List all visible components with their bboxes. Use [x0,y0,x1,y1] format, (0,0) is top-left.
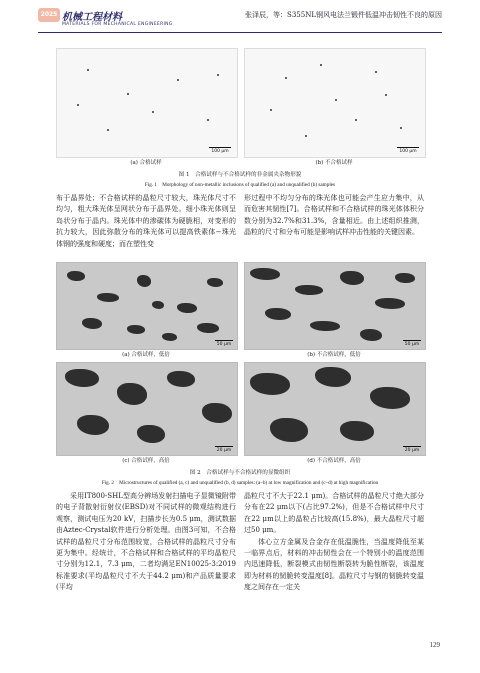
figure2-image-a [56,262,238,350]
journal-title-cn: 机械工程材料 [62,12,122,23]
journal-title-en: MATERIALS FOR MECHANICAL ENGINEERING [62,22,173,27]
header-rule [38,32,442,33]
text-column-right-top [244,193,424,239]
figure1-subcaption-b: (b) 不合格试样 [315,160,353,166]
figure2-image-d [244,362,426,456]
figure2-subcaption-a: (a) 合格试样，低倍 [122,352,170,358]
scale-bar: 50 μm [403,340,421,347]
journal-logo-badge: 2025 [38,8,60,22]
paragraph: 布于晶界处；不合格试样的晶粒尺寸较大，珠光体尺寸不均匀，粗大珠光体呈网状分布于晶界处。细小珠光体则呈岛状分布于晶内。珠光体中的渗碳体为硬脆相，对变形的抗力较大，因此弥散分布的珠光体可以提高铁素体−珠光体钢的强度和硬度；而在塑性变 [56,194,236,248]
scale-bar: 100 μm [397,147,419,154]
running-head: 张泽辰，等：S355NL钢风电法兰锻件低温冲击韧性不良的原因 [245,11,442,19]
figure1-image-b [244,48,426,158]
text-column-left-top [56,193,236,250]
figure1-subcaption-a: (a) 合格试样 [130,160,162,166]
paragraph: 采用IT800-SHL型高分辨场发射扫描电子显微镜附带的电子背散射衍射仪(EBSD)对不同试样的微观结构进行观察，测试电压为20 kV，扫描步长为0.5 μm，测试数据由Aztec-Crystal软件进行分析处理。由图3可知，不合格试样的晶粒尺寸分布范围较宽，合格试样的晶粒尺寸分布更为集中。经统计，不合格试样和合格试样的平均晶粒尺寸分别为12.1，7.3 μm，二者均满足EN10025-3:2019标准要求(平均晶粒尺寸不大于44.2 μm)和产品质量要求(平均 [56,492,236,592]
paragraph: 形过程中不均匀分布的珠光体也可能会产生应力集中，从而危害其韧性[7]。合格试样和不合格试样的珠光体体积分数分别为32.7%和31.3%，含量相近。由上述组织推测，晶粒的尺寸和分布可能是影响试样冲击性能的关键因素。 [244,194,424,237]
figure2-subcaption-b: (b) 不合格试样，低倍 [307,352,361,358]
text-column-right-bottom [244,491,424,594]
paragraph: 晶粒尺寸不大于22.1 μm)。合格试样的晶粒尺寸绝大部分分布在22 μm以下(占比97.2%)，但是不合格试样中尺寸在22 μm以上的晶粒占比较高(15.8%)，最大晶粒尺寸超过50 μm。 [244,492,424,535]
page-number: 129 [429,641,440,649]
figure2-caption-cn: 图 2 合格试样与不合格试样的显微组织 [189,470,291,476]
figure2-image-c [56,362,238,456]
figure1-caption-en: Fig. 1 Morphology of non-metallic inclusions of qualified (a) and unqualified (b) samples [144,182,336,188]
figure1-image-a [56,48,238,158]
scale-bar: 20 μm [403,446,421,453]
scale-bar: 50 μm [215,340,233,347]
figure1-caption-cn: 图 1 合格试样与不合格试样的非金属夹杂物形貌 [178,172,302,178]
text-column-left-bottom [56,491,236,594]
figure2-subcaption-c: (c) 合格试样，高倍 [122,458,170,464]
figure2-caption-en: Fig. 2 Microstructures of qualified (a, c) and unqualified (b, d) samples: (a–b) at low magnification and (c–d) at high magnification [101,480,379,486]
figure2-subcaption-d: (d) 不合格试样，高倍 [307,458,361,464]
figure2-image-b [244,262,426,350]
scale-bar: 100 μm [209,147,231,154]
scale-bar: 20 μm [215,446,233,453]
paragraph: 体心立方金属及合金存在低温脆性，当温度降低至某一临界点后，材料的冲击韧性会在一个特别小的温度范围内迅速降低，断裂模式由韧性断裂转为脆性断裂，该温度即为材料的韧脆转变温度[8]。晶粒尺寸与钢的韧脆转变温度之间存在一定关 [244,537,424,592]
